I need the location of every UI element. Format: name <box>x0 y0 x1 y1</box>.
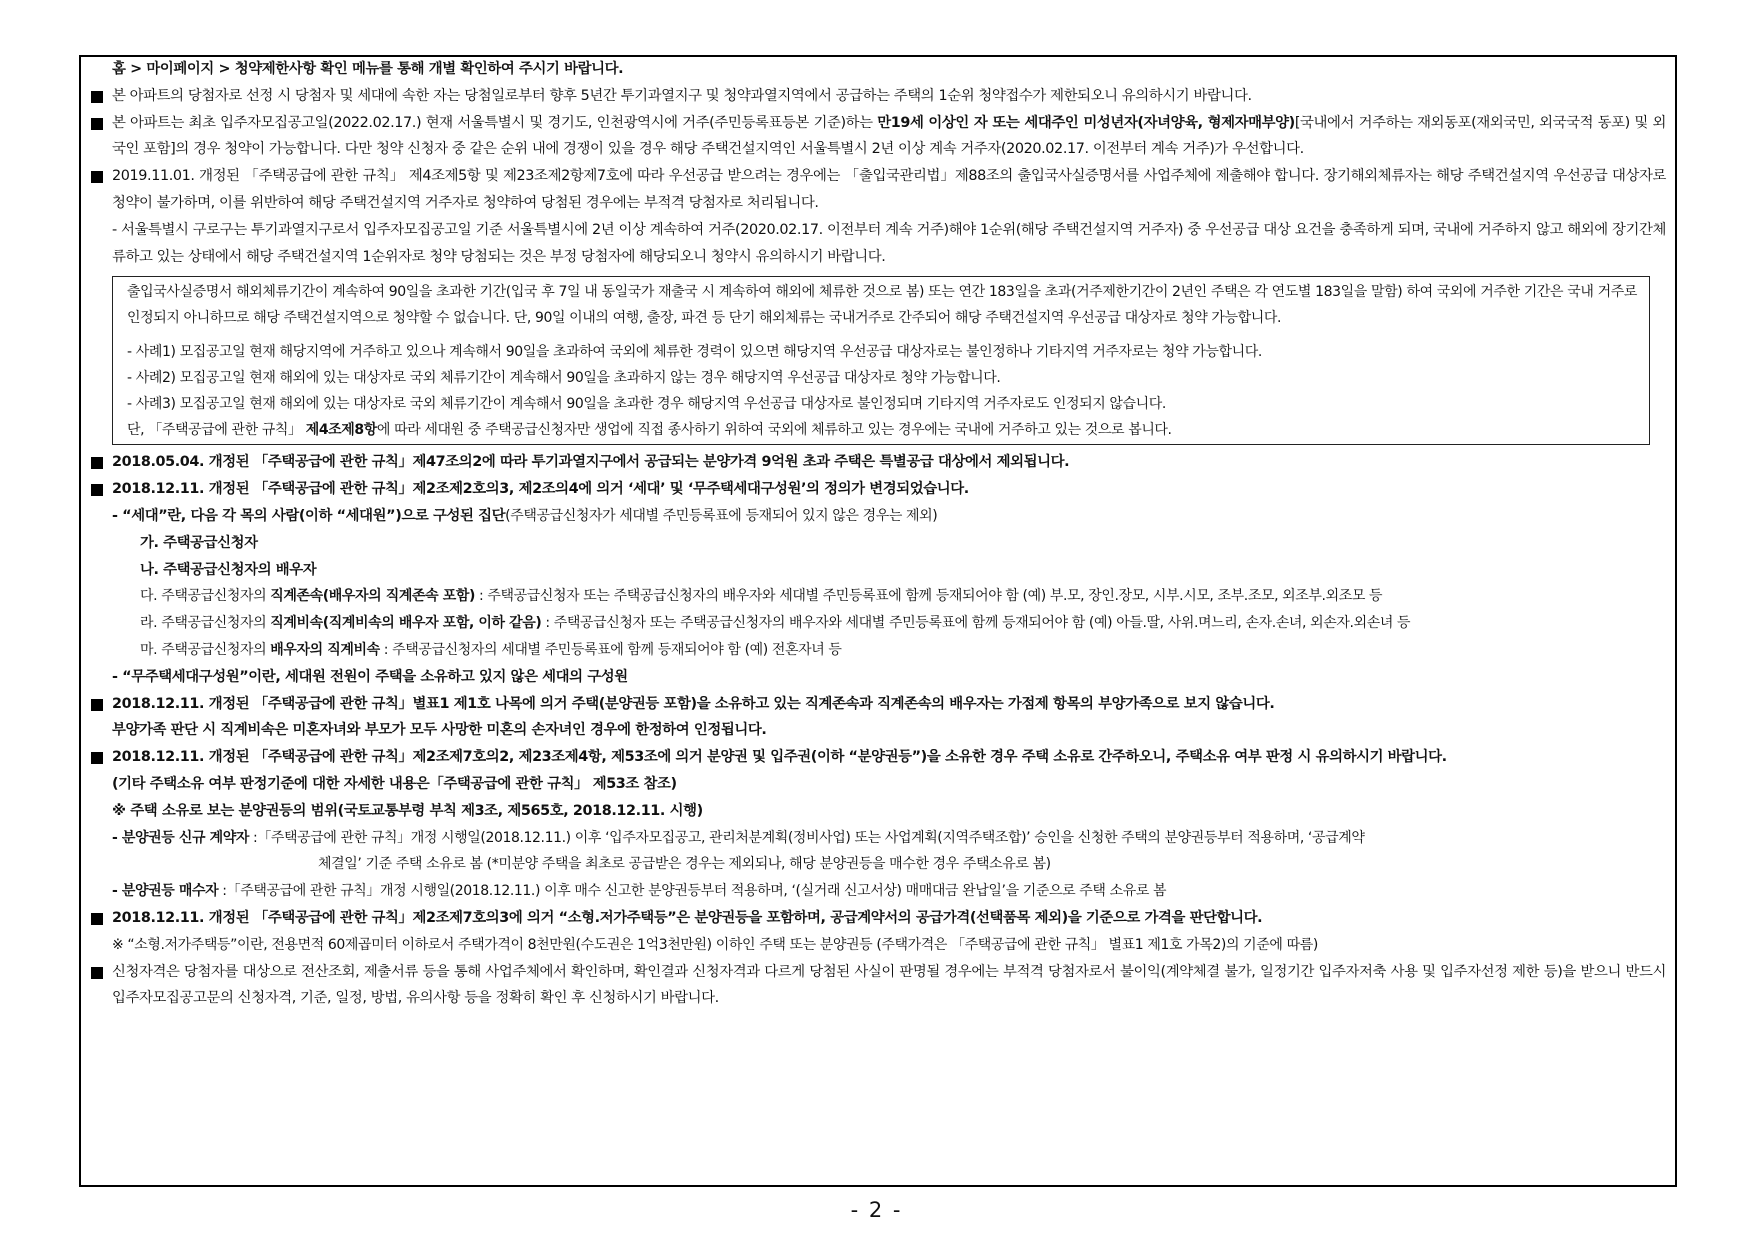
notice-box <box>112 276 1650 445</box>
bullet-2: 본 아파트는 최초 입주자모집공고일(2022.02.17.) 현재 서울특별시 및 경기도, 인천광역시에 거주(주민등록표등본 기준)하는 만19세 이상인 자 또는 세대주인 미성년자(자녀양육, 형제자매부양)[국내에서 거주하는 재외동포(재외국민, 외국국적 동포) 및 외국인 포함]의 경우 청약이 가능합니다. 다만 청약 신청자 중 같은 순위 내에 경쟁이 있을 경우 해당 주택건설지역인 서울특별시 2년 이상 계속 거주자(2020.02.17. 이전부터 계속 거주)가 우선합니다. <box>88 110 1666 164</box>
bullet-7: 2018.12.11. 개정된 「주택공급에 관한 규칙」제2조제7호의2, 제23조제4항, 제53조에 의거 분양권 및 입주권(이하 “분양권등”)을 소유한 경우 주택 소유로 간주하오니, 주택소유 여부 판정 시 유의하시기 바랍니다. <box>88 744 1666 771</box>
household-item-ra: 라. 주택공급신청자의 직계비속(직계비속의 배우자 포함, 이하 같음) : 주택공급신청자 또는 주택공급신청자의 배우자와 세대별 주민등록표에 함께 등재되어야 함 (예) 아들.딸, 사위.며느리, 손자.손녀, 외손자.외손녀 등 <box>140 615 1411 632</box>
homeless-member-definition: - “무주택세대구성원”이란, 세대원 전원이 주택을 소유하고 있지 않은 세대의 구성원 <box>112 668 628 685</box>
notice-box-exception: 단, 「주택공급에 관한 규칙」 제4조제8항에 따라 세대원 중 주택공급신청자만 생업에 직접 종사하기 위하여 국외에 체류하고 있는 경우에는 국내에 거주하고 있는 것으로 봅니다. <box>127 422 1172 439</box>
bullet-7-ref: (기타 주택소유 여부 판정기준에 대한 자세한 내용은「주택공급에 관한 규칙」 제53조 참조) <box>112 775 677 792</box>
bullet-8: 2018.12.11. 개정된 「주택공급에 관한 규칙」제2조제7호의3에 의거 “소형.저가주택등”은 분양권등을 포함하며, 공급계약서의 공급가격(선택품목 제외)을 기준으로 가격을 판단합니다. <box>88 905 1666 932</box>
new-contractor: - 분양권등 신규 계약자 :「주택공급에 관한 규칙」개정 시행일(2018.12.11.) 이후 ‘입주자모집공고, 관리처분계획(정비사업) 또는 사업계획(지역주택조합)’ 승인을 신청한 주택의 분양권등부터 적용하며, ‘공급계약 <box>112 829 1365 846</box>
bullet-3: 2019.11.01. 개정된 「주택공급에 관한 규칙」 제4조제5항 및 제23조제2항제7호에 따라 우선공급 받으려는 경우에는 「출입국관리법」제88조의 출입국사실증명서를 사업주체에 제출해야 합니다. 장기해외체류자는 해당 주택건설지역 우선공급 대상자로 청약이 불가하며, 이를 위반하여 해당 주택건설지역 거주자로 청약하여 당첨된 경우에는 부적격 당첨자로 처리됩니다. <box>88 163 1666 217</box>
bullet-7-scope: ※ 주택 소유로 보는 분양권등의 범위(국토교통부령 부칙 제3조, 제565호, 2018.12.11. 시행) <box>112 802 703 819</box>
household-item-ma: 마. 주택공급신청자의 배우자의 직계비속 : 주택공급신청자의 세대별 주민등록표에 함께 등재되어야 함 (예) 전혼자녀 등 <box>140 641 842 658</box>
household-definition: - “세대”란, 다음 각 목의 사람(이하 “세대원”)으로 구성된 집단(주택공급신청자가 세대별 주민등록표에 등재되어 있지 않은 경우는 제외) <box>112 507 938 524</box>
household-item-da: 다. 주택공급신청자의 직계존속(배우자의 직계존속 포함) : 주택공급신청자 또는 주택공급신청자의 배우자와 세대별 주민등록표에 함께 등재되어야 함 (예) 부.모, 장인.장모, 시부.시모, 조부.조모, 외조부.외조모 등 <box>140 588 1383 605</box>
household-item-ga: 가. 주택공급신청자 <box>140 534 258 551</box>
case-1: - 사례1) 모집공고일 현재 해당지역에 거주하고 있으나 계속해서 90일을 초과하여 국외에 체류한 경력이 있으면 해당지역 우선공급 대상자로는 불인정하나 기타지역 거주자로는 청약 가능합니다. <box>127 344 1262 361</box>
bullet-6-cont: 부양가족 판단 시 직계비속은 미혼자녀와 부모가 모두 사망한 미혼의 손자녀인 경우에 한정하여 인정됩니다. <box>112 722 767 739</box>
document-body <box>88 56 1666 1012</box>
case-3: - 사례3) 모집공고일 현재 해외에 있는 대상자로 국외 체류기간이 계속해서 90일을 초과한 경우 해당지역 우선공급 대상자로 불인정되며 기타지역 거주자로도 인정되지 않습니다. <box>127 396 1166 413</box>
bullet-8-note: ※ “소형.저가주택등”이란, 전용면적 60제곱미터 이하로서 주택가격이 8천만원(수도권은 1억3천만원) 이하인 주택 또는 분양권등 (주택가격은 「주택공급에 관한 규칙」 별표1 제1호 가목2)의 기준에 따름) <box>112 936 1318 953</box>
bullet-6: 2018.12.11. 개정된 「주택공급에 관한 규칙」별표1 제1호 나목에 의거 주택(분양권등 포함)을 소유하고 있는 직계존속과 직계존속의 배우자는 가점제 항목의 부양가족으로 보지 않습니다. <box>88 691 1666 718</box>
case-2: - 사례2) 모집공고일 현재 해외에 있는 대상자로 국외 체류기간이 계속해서 90일을 초과하지 않는 경우 해당지역 우선공급 대상자로 청약 가능합니다. <box>127 370 1001 387</box>
bullet-1: 본 아파트의 당첨자로 선정 시 당첨자 및 세대에 속한 자는 당첨일로부터 향후 5년간 투기과열지구 및 청약과열지역에서 공급하는 주택의 1순위 청약접수가 제한되오니 유의하시기 바랍니다. <box>88 83 1666 110</box>
bullet-3-sub: - 서울특별시 구로구는 투기과열지구로서 입주자모집공고일 기준 서울특별시에 2년 이상 계속하여 거주(2020.02.17. 이전부터 계속 거주)해야 1순위(해당 주택건설지역 거주자) 중 우선공급 대상 요건을 충족하게 되며, 국내에 거주하지 않고 해외에 장기간체류하고 있는 상태에서 해당 주택건설지역 1순위자로 청약 당첨되는 것은 부정 당첨자에 해당되오니 청약시 유의하시기 바랍니다. <box>112 221 1666 265</box>
new-contractor-cont: 체결일’ 기준 주택 소유로 봄 (*미분양 주택을 최초로 공급받은 경우는 제외되나, 해당 분양권등을 매수한 경우 주택소유로 봄) <box>318 856 1051 873</box>
line-0: 홈 > 마이페이지 > 청약제한사항 확인 메뉴를 통해 개별 확인하여 주시기 바랍니다. <box>112 61 624 77</box>
bullet-4: 2018.05.04. 개정된 「주택공급에 관한 규칙」제47조의2에 따라 투기과열지구에서 공급되는 분양가격 9억원 초과 주택은 특별공급 대상에서 제외됩니다. <box>88 449 1666 476</box>
notice-box-paragraph: 출입국사실증명서 해외체류기간이 계속하여 90일을 초과한 기간(입국 후 7일 내 동일국가 재출국 시 계속하여 해외에 체류한 것으로 봄) 또는 연간 183일을 초과(거주제한기간이 2년인 주택은 각 연도별 183일을 말함) 하여 국외에 거주한 기간은 국내 거주로 인정되지 아니하므로 해당 주택건설지역으로 청약할 수 없습니다. 단, 90일 이내의 여행, 출장, 파견 등 단기 해외체류는 국내거주로 간주되어 해당 주택건설지역 우선공급 대상자로 청약 가능합니다. <box>127 284 1637 327</box>
buyer: - 분양권등 매수자 :「주택공급에 관한 규칙」개정 시행일(2018.12.11.) 이후 매수 신고한 분양권등부터 적용하며, ‘(실거래 신고서상) 매매대금 완납일’을 기준으로 주택 소유로 봄 <box>112 883 1167 900</box>
household-item-na: 나. 주택공급신청자의 배우자 <box>140 561 317 578</box>
bullet-9: 신청자격은 당첨자를 대상으로 전산조회, 제출서류 등을 통해 사업주체에서 확인하며, 확인결과 신청자격과 다르게 당첨된 사실이 판명될 경우에는 부적격 당첨자로서 불이익(계약체결 불가, 일정기간 입주자저축 사용 및 입주자선정 제한 등)을 받으니 반드시 입주자모집공고문의 신청자격, 기준, 일정, 방법, 유의사항 등을 정확히 확인 후 신청하시기 바랍니다. <box>88 959 1666 1013</box>
bullet-5: 2018.12.11. 개정된 「주택공급에 관한 규칙」제2조제2호의3, 제2조의4에 의거 ‘세대’ 및 ‘무주택세대구성원’의 정의가 변경되었습니다. <box>88 476 1666 503</box>
page-number: - 2 - <box>850 1198 903 1222</box>
